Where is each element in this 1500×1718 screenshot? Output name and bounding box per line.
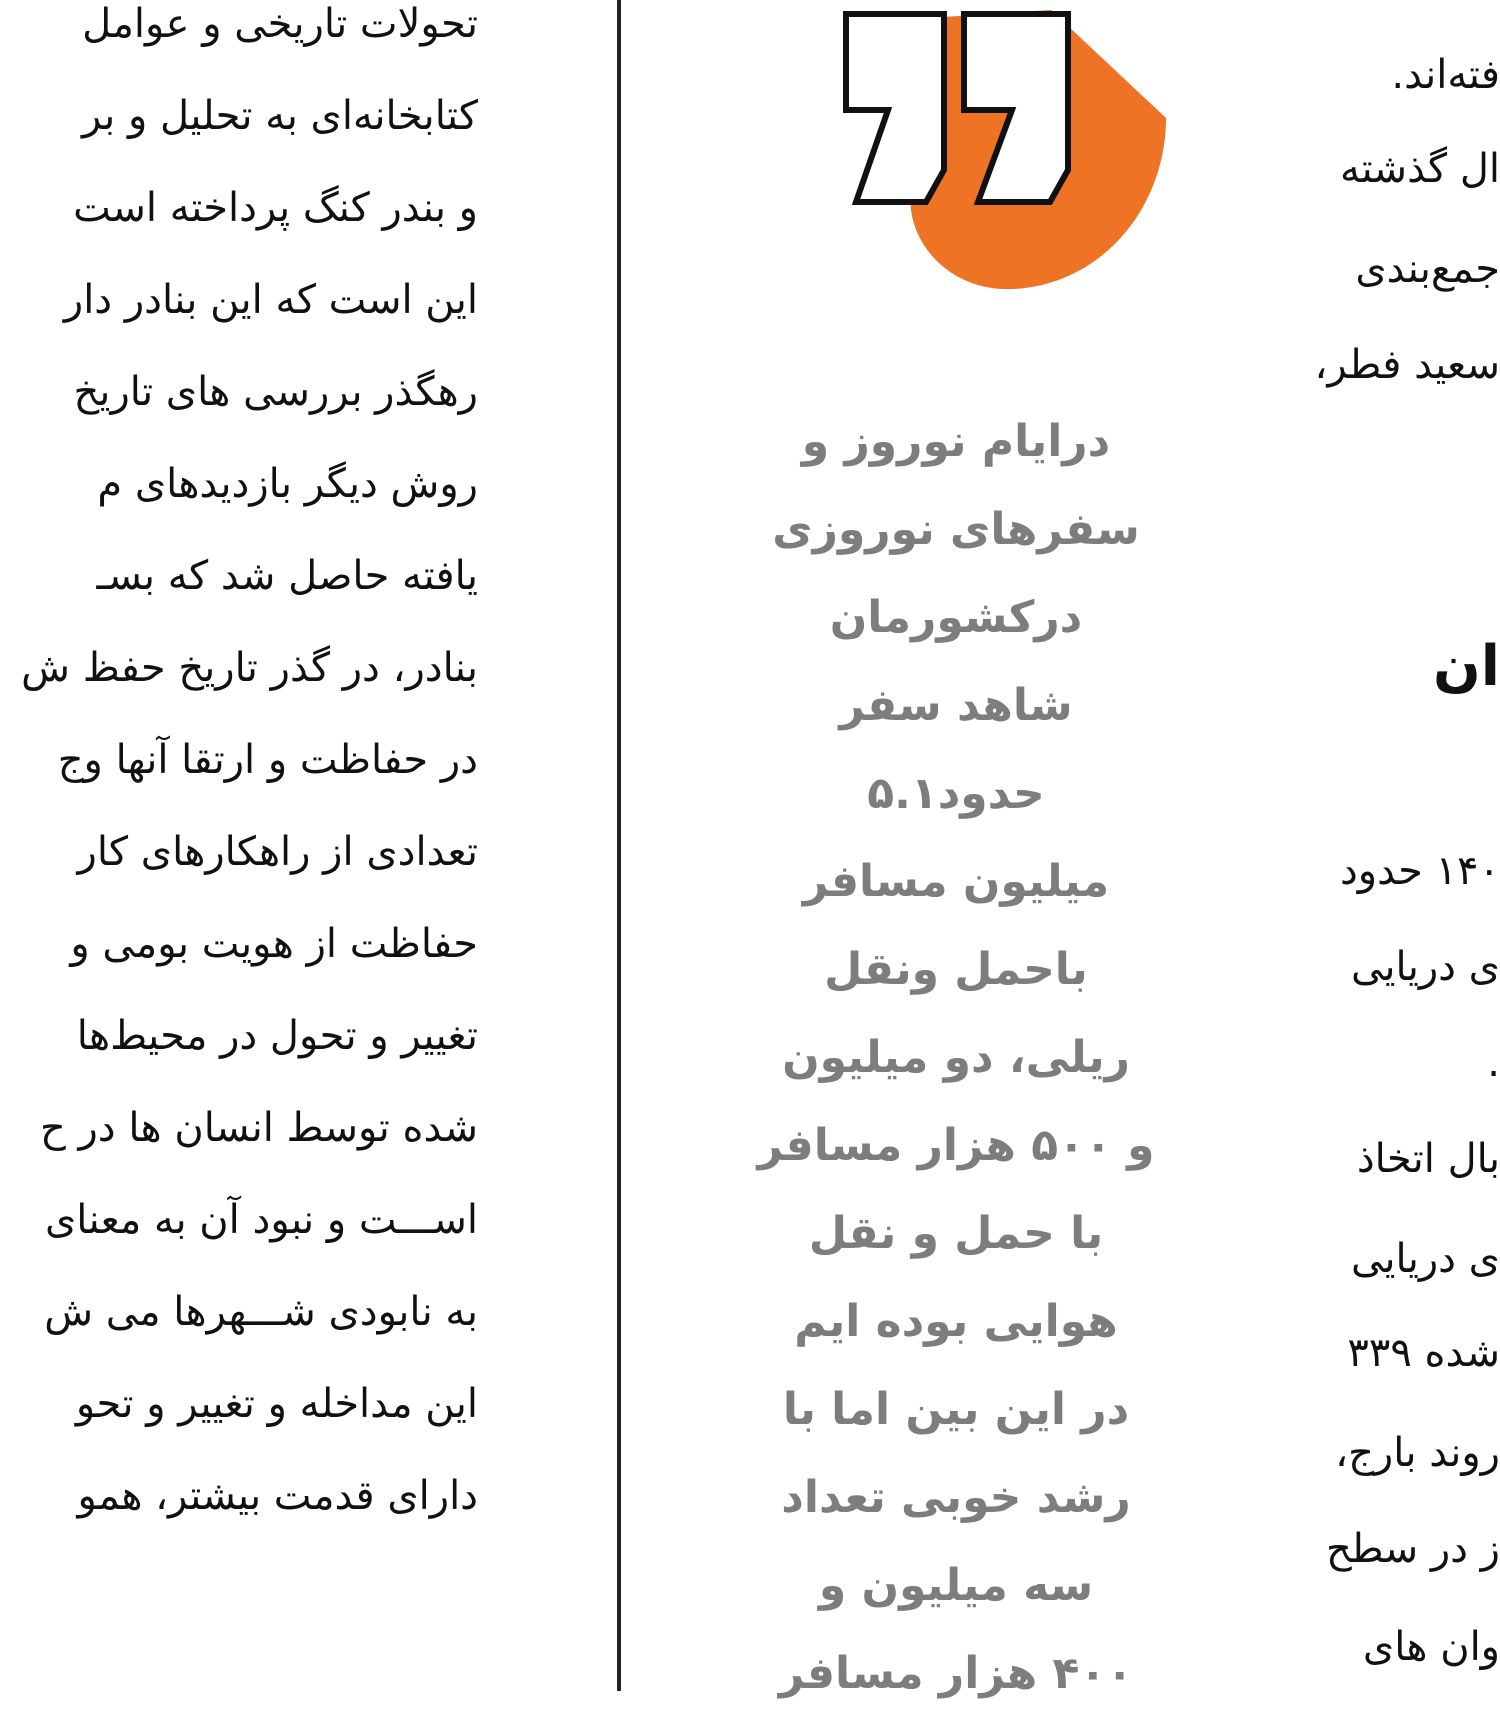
text-line: و بندر کنگ پرداخته است: [73, 185, 478, 231]
pull-quote-line: با حمل و نقل: [808, 1208, 1104, 1259]
text-fragment: بال اتخاذ: [1356, 1136, 1500, 1182]
text-fragment: ز در سطح: [1325, 1526, 1500, 1572]
pull-quote-line: و ۵۰۰ هزار مسافر: [757, 1120, 1155, 1171]
text-fragment: شده ۳۳۹: [1347, 1330, 1500, 1376]
text-fragment: .: [1487, 1040, 1500, 1086]
text-line: تغییر و تحول در محیط‌ها: [76, 1013, 478, 1059]
text-fragment: جمع‌بندی: [1355, 246, 1500, 292]
pull-quote-line: حدود۵.۱: [867, 768, 1045, 819]
text-line: شده توسط انسان ها در ح: [39, 1105, 478, 1151]
pull-quote-line: سه میلیون و: [818, 1560, 1094, 1611]
pull-quote-line: میلیون مسافر: [802, 856, 1110, 907]
text-line: در حفاظت و ارتقا آنها وج: [57, 737, 478, 783]
pull-quote-line: شاهد سفر: [839, 680, 1073, 731]
text-fragment: وان های: [1362, 1624, 1500, 1670]
left-text-column: [0, 0, 478, 1698]
text-line: تعدادی از راهکارهای کار: [77, 829, 478, 875]
text-line: رهگذر بررسی های تاریخ: [73, 369, 478, 415]
text-line: روش دیگر بازدیدهای م: [97, 461, 478, 507]
text-fragment: روند بارج،: [1335, 1430, 1500, 1476]
pull-quote-line: ۴۰۰ هزار مسافر: [778, 1648, 1134, 1699]
text-line: دارای قدمت بیشتر، همو: [77, 1473, 478, 1519]
quote-glyph-left: [846, 14, 944, 202]
pull-quote-line: درایام نوروز و: [801, 416, 1111, 467]
text-line: حفاظت از هویت بومی و: [70, 921, 478, 967]
pull-quote-line: باحمل ونقل: [824, 944, 1088, 995]
text-fragment: سعید فطر،: [1314, 342, 1500, 388]
column-divider: [617, 0, 621, 1691]
text-line: یافته حاصل شد که بسـ: [96, 553, 478, 599]
quote-mark-icon: [836, 0, 1174, 298]
pull-quote-line: هوایی بوده ایم: [794, 1296, 1118, 1347]
pull-quote-line: رشد خوبی تعداد: [781, 1472, 1131, 1523]
text-line: کتابخانه‌ای به تحلیل و بر: [82, 93, 478, 139]
text-fragment: ی دریایی: [1351, 944, 1500, 990]
text-line: این مداخله و تغییر و تحو: [75, 1381, 478, 1427]
section-heading-fragment: ان: [1433, 634, 1500, 699]
pull-quote-line: در این بین اما با: [782, 1384, 1130, 1435]
text-fragment: ۱۴۰ حدود: [1339, 848, 1500, 894]
text-line: بنادر، در گذر تاریخ حفظ ش: [21, 645, 478, 691]
pull-quote-line: سفرهای نوروزی: [772, 504, 1140, 555]
text-fragment: فته‌اند.: [1391, 52, 1500, 98]
pull-quote-line: ریلی، دو میلیون: [782, 1032, 1130, 1083]
right-text-column: [1300, 0, 1500, 1691]
text-line: به نابودی شـــهرها می ش: [44, 1289, 478, 1335]
pull-quote: [740, 398, 1172, 1718]
text-fragment: ال گذشته: [1340, 146, 1500, 192]
text-line: این است که این بنادر دار: [63, 277, 478, 323]
text-line: تحولات تاریخی و عوامل: [82, 1, 478, 47]
text-line: اســـت و نبود آن به معنای: [45, 1197, 478, 1243]
text-fragment: ی دریایی: [1351, 1236, 1500, 1282]
pull-quote-line: درکشورمان: [829, 592, 1083, 643]
